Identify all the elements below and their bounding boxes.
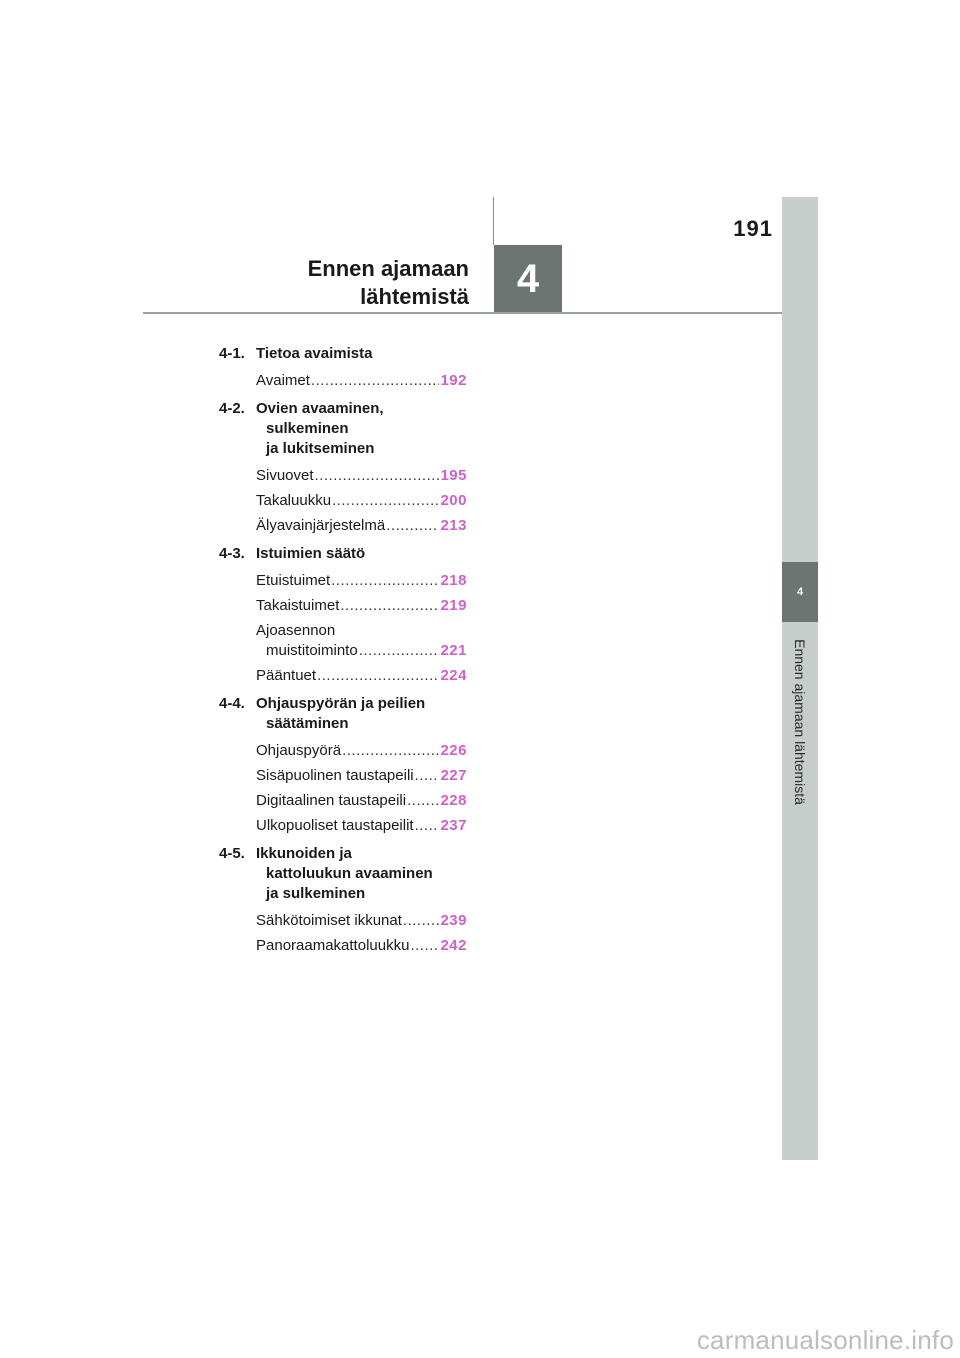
toc-section-title-line: Ohjauspyörän ja peilien (256, 695, 426, 712)
toc-section-title-line: ja lukitseminen (266, 440, 375, 457)
toc-leader-dots (415, 766, 440, 786)
toc-entry-label (256, 766, 414, 786)
toc-section-title-line: säätäminen (266, 715, 349, 732)
toc-entry-label-line: Etuistuimet (256, 572, 331, 589)
toc-entry-page-link[interactable]: 224 (440, 667, 467, 684)
chapter-title (308, 255, 469, 311)
toc-section-heading (219, 844, 467, 904)
toc-section-number: 4-4. (219, 695, 245, 712)
toc-leader-dots (410, 936, 439, 956)
toc-entry-label (256, 666, 316, 686)
toc-entry-page-link[interactable]: 195 (440, 467, 467, 484)
toc-entry-label-line: Takaistuimet (256, 597, 340, 614)
toc-entry[interactable] (256, 466, 467, 486)
chapter-number: 4 (516, 256, 540, 301)
toc-section-number: 4-5. (219, 845, 245, 862)
toc-entry-page-link[interactable]: 237 (440, 817, 467, 834)
toc-entry-label-line: Panoraamakattoluukku (256, 937, 410, 954)
toc-entry-label-line: Pääntuet (256, 667, 317, 684)
toc-leader-dots (315, 466, 440, 486)
toc-entry-page-link[interactable]: 213 (440, 517, 467, 534)
side-chapter-tab[interactable] (782, 562, 818, 622)
toc-section (219, 544, 467, 686)
toc-section (219, 344, 467, 391)
toc-entry-label-line: Sisäpuolinen taustapeili (256, 767, 414, 784)
toc-leader-dots (403, 911, 440, 931)
toc-entry[interactable] (256, 741, 467, 761)
toc-section (219, 399, 467, 536)
toc-entry-page-link[interactable]: 218 (440, 572, 467, 589)
toc-entry-label-line: Sivuovet (256, 467, 314, 484)
page-number: 191 (733, 216, 773, 241)
toc-entry[interactable] (256, 571, 467, 591)
toc-entry[interactable] (256, 766, 467, 786)
toc-entry[interactable] (256, 666, 467, 686)
toc-entry-label (256, 791, 406, 811)
header-divider-vertical (493, 197, 494, 245)
toc-section-heading (219, 544, 467, 564)
chapter-title-line-2: lähtemistä (360, 284, 469, 309)
toc-entry-label (256, 516, 385, 536)
toc-entry-page-link[interactable]: 242 (440, 937, 467, 954)
toc-section-title-line: Ikkunoiden ja (256, 845, 352, 862)
toc-entry[interactable] (256, 816, 467, 836)
toc-entry[interactable] (256, 596, 467, 616)
toc-section-number: 4-3. (219, 545, 245, 562)
side-chapter-tab-number: 4 (796, 586, 804, 598)
toc-section-heading (219, 399, 467, 459)
toc-entry-page-link[interactable]: 200 (440, 492, 467, 509)
toc-section-title-line: sulkeminen (266, 420, 349, 437)
toc-entry-label (256, 936, 409, 956)
toc-section-title (256, 399, 384, 459)
toc-entry-page-link[interactable]: 221 (440, 642, 467, 659)
chapter-title-line-1: Ennen ajamaan (307, 256, 469, 281)
toc-entry[interactable] (256, 371, 467, 391)
toc-entry-label (256, 621, 358, 661)
toc-leader-dots (415, 816, 440, 836)
toc-section-title-line: Tietoa avaimista (256, 345, 373, 362)
toc-entry-page-link[interactable]: 239 (440, 912, 467, 929)
toc-entry-label-line: Ulkopuoliset taustapeilit (256, 817, 414, 834)
toc-section-title-line: ja sulkeminen (266, 885, 366, 902)
toc-entry-label (256, 466, 314, 486)
toc-entry[interactable] (256, 936, 467, 956)
toc-section-title (256, 344, 372, 364)
toc-entry[interactable] (256, 516, 467, 536)
toc-section (219, 694, 467, 836)
toc-section-title (256, 694, 425, 734)
toc-entry-label-line: Avaimet (256, 372, 310, 389)
toc-leader-dots (342, 741, 439, 761)
toc-section-number: 4-2. (219, 400, 245, 417)
toc-entry-label (256, 371, 310, 391)
toc-leader-dots (359, 641, 440, 661)
toc-entry-page-link[interactable]: 192 (440, 372, 467, 389)
toc-entry-label (256, 816, 414, 836)
toc-section-title (256, 844, 433, 904)
toc-entry[interactable] (256, 791, 467, 811)
toc-entry-label (256, 491, 331, 511)
toc-entry-label-line: Sähkötoimiset ikkunat (256, 912, 402, 929)
toc-entry-label (256, 596, 339, 616)
toc-entry-page-link[interactable]: 219 (440, 597, 467, 614)
toc-entry-label (256, 571, 330, 591)
toc-leader-dots (317, 666, 439, 686)
watermark: carmanualsonline.info (696, 1325, 954, 1355)
toc-entry-label-line: Takaluukku (256, 492, 332, 509)
table-of-contents (219, 344, 467, 964)
toc-leader-dots (407, 791, 439, 811)
toc-section-title (256, 544, 365, 564)
toc-entry-page-link[interactable]: 226 (440, 742, 467, 759)
header-divider-horizontal (143, 312, 782, 314)
toc-entry-page-link[interactable]: 228 (440, 792, 467, 809)
toc-entry-label (256, 741, 341, 761)
toc-entry-label-line: Ajoasennon (256, 622, 336, 639)
toc-leader-dots (386, 516, 439, 536)
chapter-number-box (494, 245, 562, 313)
toc-section-title-line: Ovien avaaminen, (256, 400, 384, 417)
toc-section-heading (219, 694, 467, 734)
toc-entry-label-line: Digitaalinen taustapeili (256, 792, 407, 809)
toc-entry[interactable] (256, 911, 467, 931)
toc-leader-dots (340, 596, 439, 616)
toc-leader-dots (331, 571, 439, 591)
toc-entry-label-line: Älyavainjärjestelmä (256, 517, 386, 534)
toc-entry-label-line: muistitoiminto (266, 642, 358, 659)
toc-section-heading (219, 344, 467, 364)
toc-leader-dots (332, 491, 439, 511)
side-chapter-label: Ennen ajamaan lähtemistä (792, 639, 808, 805)
toc-entry-page-link[interactable]: 227 (440, 767, 467, 784)
toc-entry-label (256, 911, 402, 931)
toc-section-title-line: Istuimien säätö (256, 545, 366, 562)
toc-section-title-line: kattoluukun avaaminen (266, 865, 433, 882)
toc-entry[interactable] (256, 491, 467, 511)
toc-leader-dots (311, 371, 440, 391)
toc-entry[interactable] (256, 621, 467, 661)
toc-section-number: 4-1. (219, 345, 245, 362)
toc-section (219, 844, 467, 956)
toc-entry-label-line: Ohjauspyörä (256, 742, 342, 759)
